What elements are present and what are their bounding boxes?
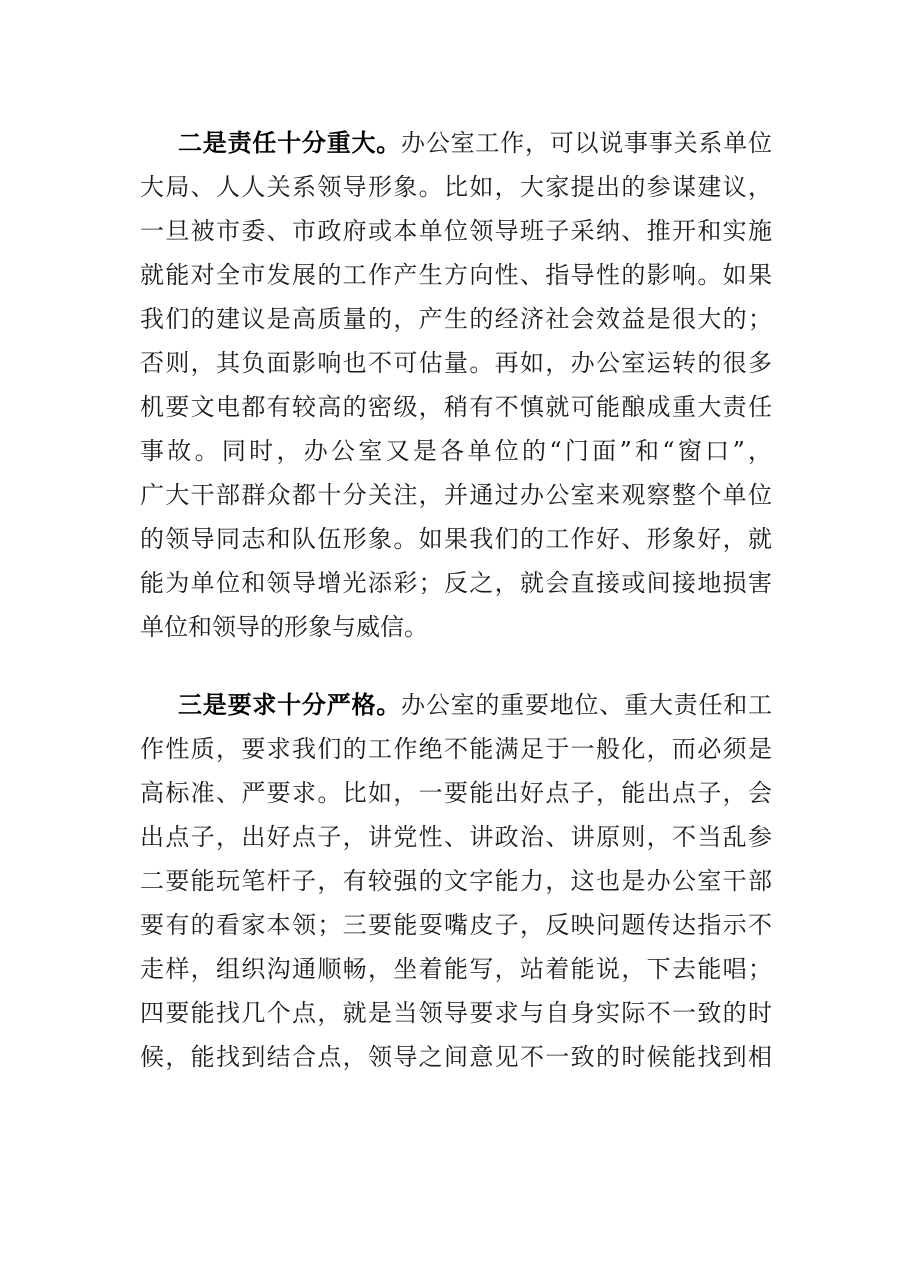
text-line: 大局、人人关系领导形象。比如，大家提出的参谋建议，	[140, 173, 772, 201]
paragraph-first-line	[140, 121, 772, 165]
text-line: 就能对全市发展的工作产生方向性、指导性的影响。如果	[140, 261, 772, 289]
text-line: 四要能找几个点，就是当领导要求与自身实际不一致的时	[140, 999, 772, 1027]
text-line: 候，能找到结合点，领导之间意见不一致的时候能找到相	[140, 1043, 772, 1071]
text-line: 我们的建议是高质量的，产生的经济社会效益是很大的；	[140, 305, 772, 333]
text-line: 走样，组织沟通顺畅，坐着能写，站着能说，下去能唱；	[140, 955, 772, 983]
text-line: 高标准、严要求。比如，一要能出好点子，能出点子，会	[140, 779, 772, 807]
paragraph-first-line	[140, 683, 772, 727]
text-line: 一旦被市委、市政府或本单位领导班子采纳、推开和实施	[140, 217, 772, 245]
text-line: 事故。同时，办公室又是各单位的“门面”和“窗口”，	[140, 437, 772, 465]
text-line: 单位和领导的形象与威信。	[140, 613, 428, 641]
paragraph-heading: 二是责任十分重大。	[178, 129, 402, 157]
text-line: 办公室工作，可以说事事关系单位	[401, 129, 773, 157]
text-line: 否则，其负面影响也不可估量。再如，办公室运转的很多	[140, 349, 772, 377]
text-line: 广大干部群众都十分关注，并通过办公室来观察整个单位	[140, 481, 772, 509]
text-line: 机要文电都有较高的密级，稍有不慎就可能酿成重大责任	[140, 393, 772, 421]
text-line: 要有的看家本领；三要能耍嘴皮子，反映问题传达指示不	[140, 911, 772, 939]
text-line: 二要能玩笔杆子，有较强的文字能力，这也是办公室干部	[140, 867, 772, 895]
text-line: 的领导同志和队伍形象。如果我们的工作好、形象好，就	[140, 525, 772, 553]
text-line: 出点子，出好点子，讲党性、讲政治、讲原则，不当乱参	[140, 823, 772, 851]
paragraph-responsibility	[140, 121, 772, 649]
text-line: 能为单位和领导增光添彩；反之，就会直接或间接地损害	[140, 569, 772, 597]
paragraph-heading: 三是要求十分严格。	[178, 691, 402, 719]
paragraph-requirements	[140, 683, 772, 1079]
text-line: 办公室的重要地位、重大责任和工	[401, 691, 773, 719]
text-line: 作性质，要求我们的工作绝不能满足于一般化，而必须是	[140, 735, 772, 763]
